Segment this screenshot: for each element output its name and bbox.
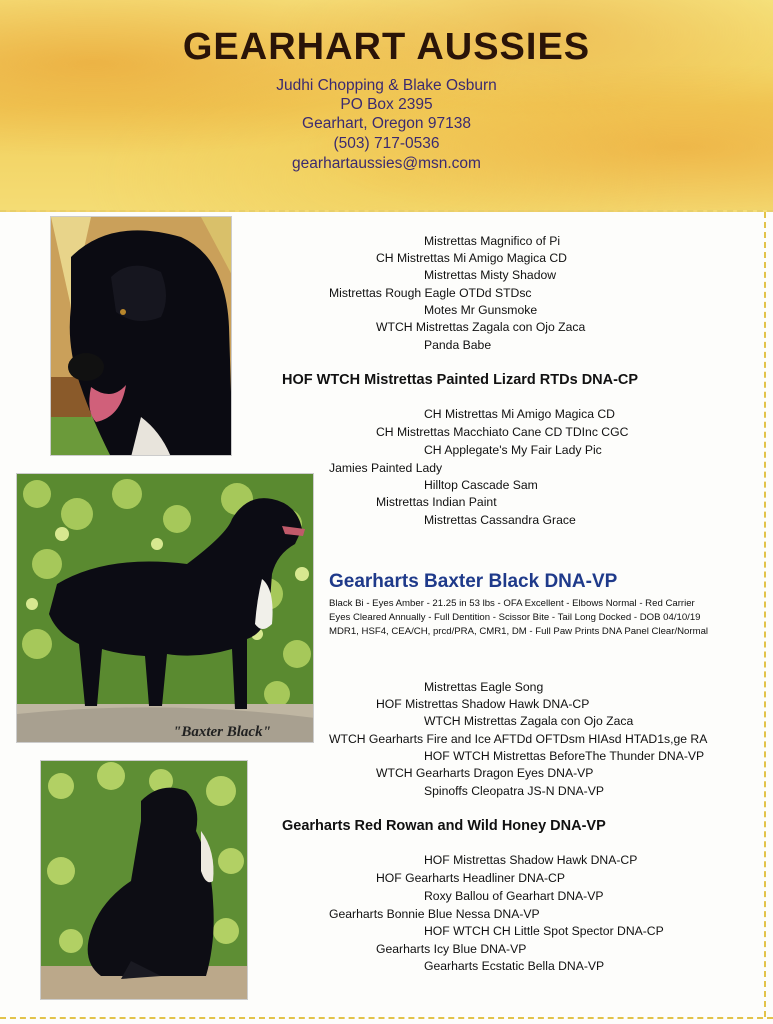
- pedigree-line: Mistrettas Magnifico of Pi: [424, 234, 561, 248]
- dog-description-line: MDR1, HSF4, CEA/CH, prcd/PRA, CMR1, DM - Full Paw Prints DNA Panel Clear/Normal: [329, 626, 709, 637]
- dog-description-line: Eyes Cleared Annually - Full Dentition - Scissor Bite - Tail Long Docked - DOB 04/10/19: [329, 612, 701, 623]
- pedigree-line: WTCH Mistrettas Zagala con Ojo Zaca: [376, 320, 586, 334]
- featured-dog-name: Gearharts Baxter Black DNA-VP: [329, 571, 618, 592]
- pedigree-line: CH Mistrettas Macchiato Cane CD TDInc CGC: [376, 425, 629, 439]
- kennel-title: GEARHART AUSSIES: [182, 26, 591, 68]
- po-box-line: PO Box 2395: [340, 96, 433, 113]
- page-border-right: [764, 212, 766, 1017]
- pedigree-line: CH Applegate's My Fair Lady Pic: [424, 443, 602, 457]
- dog-sitting-photo: [40, 760, 248, 1000]
- pedigree-line: WTCH Gearharts Fire and Ice AFTDd OFTDsm HIAsd HTAD1s,ge RA: [329, 732, 708, 746]
- pedigree-line: HOF WTCH Mistrettas BeforeThe Thunder DNA-VP: [424, 749, 705, 763]
- pedigree-line: CH Mistrettas Mi Amigo Magica CD: [424, 407, 615, 421]
- pedigree-line: WTCH Gearharts Dragon Eyes DNA-VP: [376, 766, 594, 780]
- pedigree-line: Mistrettas Cassandra Grace: [424, 513, 576, 527]
- pedigree-line: Mistrettas Eagle Song: [424, 680, 544, 694]
- pedigree-line: HOF WTCH CH Little Spot Spector DNA-CP: [424, 924, 664, 938]
- pedigree-line: Spinoffs Cleopatra JS-N DNA-VP: [424, 784, 604, 798]
- pedigree-line: Roxy Ballou of Gearhart DNA-VP: [424, 889, 604, 903]
- pedigree-line: Mistrettas Indian Paint: [376, 495, 497, 509]
- phone-line: (503) 717-0536: [333, 135, 440, 152]
- dog-headshot-photo: [50, 216, 232, 456]
- pedigree-line: Panda Babe: [424, 338, 492, 352]
- pedigree-line: Gearharts Ecstatic Bella DNA-VP: [424, 959, 605, 973]
- featured-dog-photo: [16, 473, 314, 743]
- pedigree-line: Mistrettas Rough Eagle OTDd STDsc: [329, 286, 532, 300]
- pedigree-line: HOF Mistrettas Shadow Hawk DNA-CP: [424, 853, 638, 867]
- pedigree-line: HOF Mistrettas Shadow Hawk DNA-CP: [376, 697, 590, 711]
- pedigree-line: Hilltop Cascade Sam: [424, 478, 538, 492]
- pedigree-line: Motes Mr Gunsmoke: [424, 303, 538, 317]
- page-border-bottom: [0, 1017, 773, 1019]
- sire-title: HOF WTCH Mistrettas Painted Lizard RTDs DNA-CP: [282, 372, 639, 388]
- pedigree-line: Mistrettas Misty Shadow: [424, 268, 557, 282]
- litter-title: Gearharts Red Rowan and Wild Honey DNA-VP: [282, 818, 606, 834]
- owners-line: Judhi Chopping & Blake Osburn: [276, 77, 497, 94]
- dog-description-line: Black Bi - Eyes Amber - 21.25 in 53 lbs - OFA Excellent - Elbows Normal - Red Carrier: [329, 598, 695, 609]
- pedigree-line: HOF Gearharts Headliner DNA-CP: [376, 871, 565, 885]
- pedigree-line: CH Mistrettas Mi Amigo Magica CD: [376, 251, 567, 265]
- letterhead: [0, 0, 773, 212]
- pedigree-line: Gearharts Bonnie Blue Nessa DNA-VP: [329, 907, 540, 921]
- pedigree-line: WTCH Mistrettas Zagala con Ojo Zaca: [424, 714, 634, 728]
- pedigree-line: Gearharts Icy Blue DNA-VP: [376, 942, 527, 956]
- email-line: gearhartaussies@msn.com: [292, 155, 481, 172]
- pedigree-line: Jamies Painted Lady: [329, 461, 443, 475]
- photo-caption: "Baxter Black": [173, 724, 271, 740]
- city-line: Gearhart, Oregon 97138: [302, 115, 471, 132]
